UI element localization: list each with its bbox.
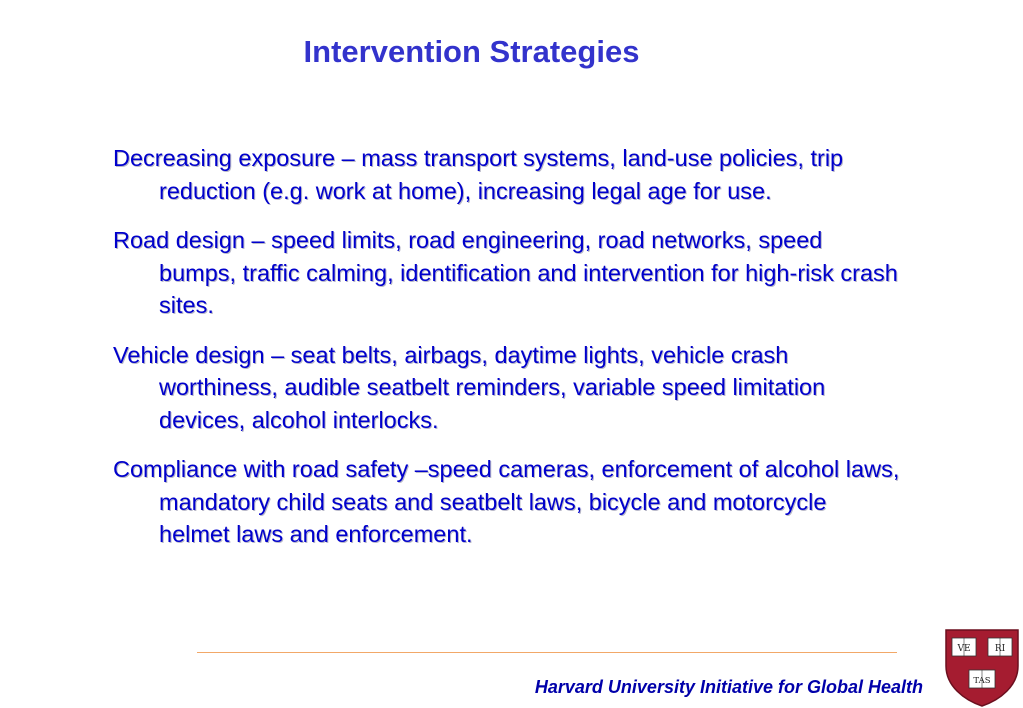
book-icon [952, 638, 976, 656]
bullet-item: Vehicle design – seat belts, airbags, daytime lights, vehicle crash worthiness, audible seatbelt reminders, variable speed limitation devices, alcohol interlocks. [113, 341, 826, 433]
harvard-shield-icon [942, 628, 1022, 708]
slide-title: Intervention Strategies [303, 34, 640, 69]
bullet-item: Compliance with road safety –speed cameras, enforcement of alcohol laws, mandatory child seats and seatbelt laws, bicycle and motorcycle helmet laws and enforcement. [113, 456, 900, 547]
footer-text: Harvard University Initiative for Global Health [534, 677, 923, 697]
svg-text:RI: RI [994, 644, 1006, 654]
book-icon [969, 670, 995, 688]
bullet-item: Decreasing exposure – mass transport systems, land-use policies, trip reduction (e.g. work at home), increasing legal age for use. [113, 145, 844, 204]
svg-text:VE: VE [957, 644, 971, 654]
bullet-item: Road design – speed limits, road engineering, road networks, speed bumps, traffic calming, identification and intervention for high-risk crash sites. [113, 227, 898, 318]
book-icon [988, 638, 1012, 656]
svg-text:TAS: TAS [973, 676, 991, 686]
bullet-list [113, 142, 903, 568]
footer-divider [197, 652, 897, 653]
